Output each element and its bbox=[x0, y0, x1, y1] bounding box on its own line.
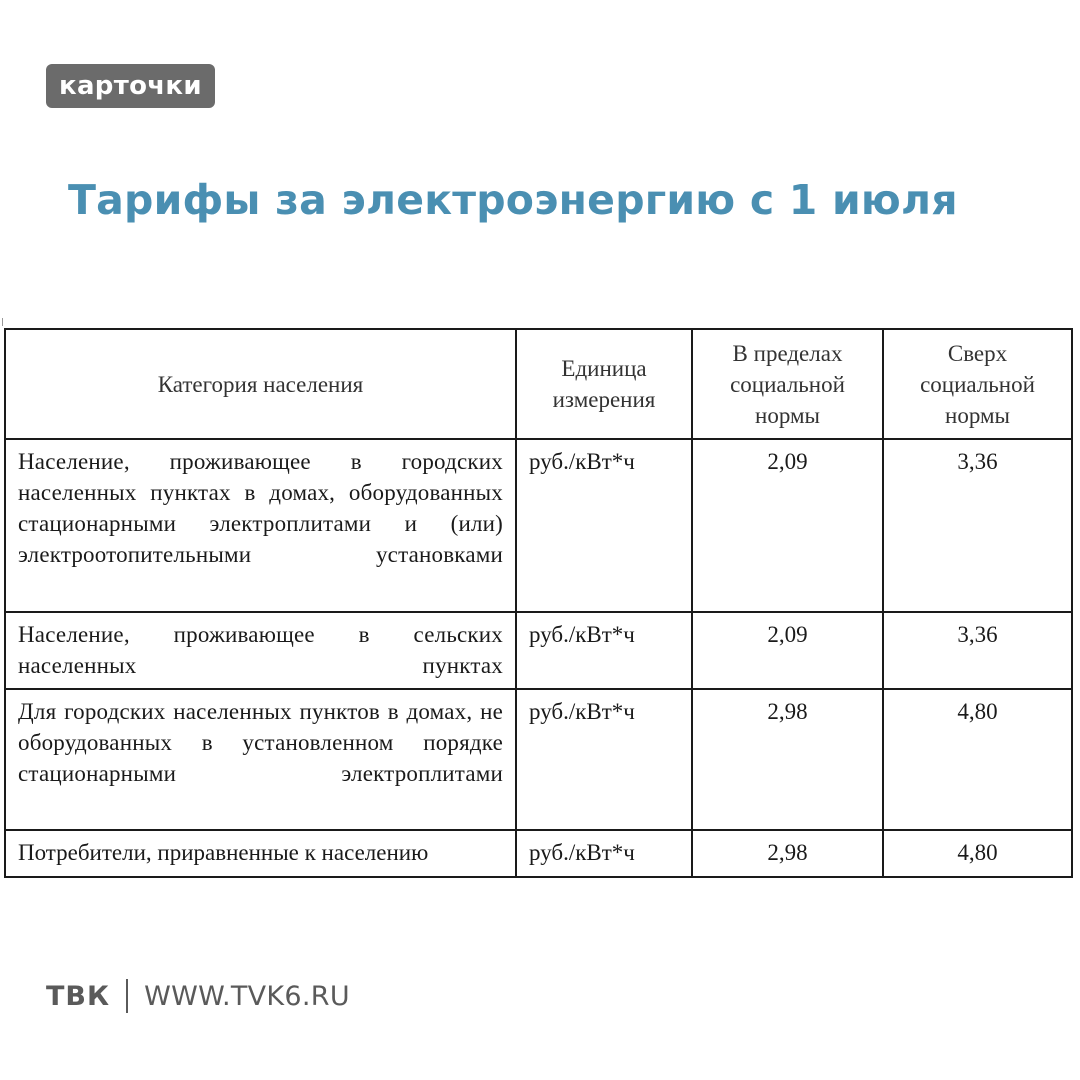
row-unit: руб./кВт*ч bbox=[516, 689, 692, 830]
row-category: Потребители, приравненные к населению bbox=[5, 830, 516, 877]
row-within-norm: 2,98 bbox=[692, 830, 883, 877]
row-above-norm: 4,80 bbox=[883, 689, 1072, 830]
header-within-norm: В пределах социальной нормы bbox=[692, 329, 883, 439]
tariff-table bbox=[4, 328, 1073, 878]
header-unit: Единица измерения bbox=[516, 329, 692, 439]
category-badge[interactable]: карточки bbox=[46, 64, 215, 108]
tvk-logo: ТВК bbox=[46, 980, 111, 1012]
row-category: Население, проживающее в сельских населенных пунктах bbox=[5, 612, 516, 689]
row-category: Для городских населенных пунктов в домах, не оборудованных в установленном порядке стационарными электроплитами bbox=[5, 689, 516, 830]
footer-separator bbox=[126, 979, 128, 1013]
corner-mark-top-left bbox=[2, 318, 9, 326]
row-unit: руб./кВт*ч bbox=[516, 612, 692, 689]
tariff-table-container bbox=[4, 328, 1071, 878]
page-title: Тарифы за электроэнергию с 1 июля bbox=[68, 176, 958, 224]
row-within-norm: 2,09 bbox=[692, 612, 883, 689]
row-above-norm: 3,36 bbox=[883, 439, 1072, 612]
row-unit: руб./кВт*ч bbox=[516, 830, 692, 877]
table-row bbox=[5, 830, 1072, 877]
table-row bbox=[5, 612, 1072, 689]
row-within-norm: 2,98 bbox=[692, 689, 883, 830]
header-category: Категория населения bbox=[5, 329, 516, 439]
row-above-norm: 3,36 bbox=[883, 612, 1072, 689]
row-category: Население, проживающее в городских населенных пунктах в домах, оборудованных стационарными электроплитами и (или) электроотопительными установками bbox=[5, 439, 516, 612]
row-within-norm: 2,09 bbox=[692, 439, 883, 612]
table-header-row bbox=[5, 329, 1072, 439]
table-row bbox=[5, 689, 1072, 830]
footer bbox=[46, 976, 350, 1016]
row-above-norm: 4,80 bbox=[883, 830, 1072, 877]
website-link[interactable]: WWW.TVK6.RU bbox=[144, 980, 350, 1012]
header-above-norm: Сверх социальной нормы bbox=[883, 329, 1072, 439]
table-row bbox=[5, 439, 1072, 612]
row-unit: руб./кВт*ч bbox=[516, 439, 692, 612]
